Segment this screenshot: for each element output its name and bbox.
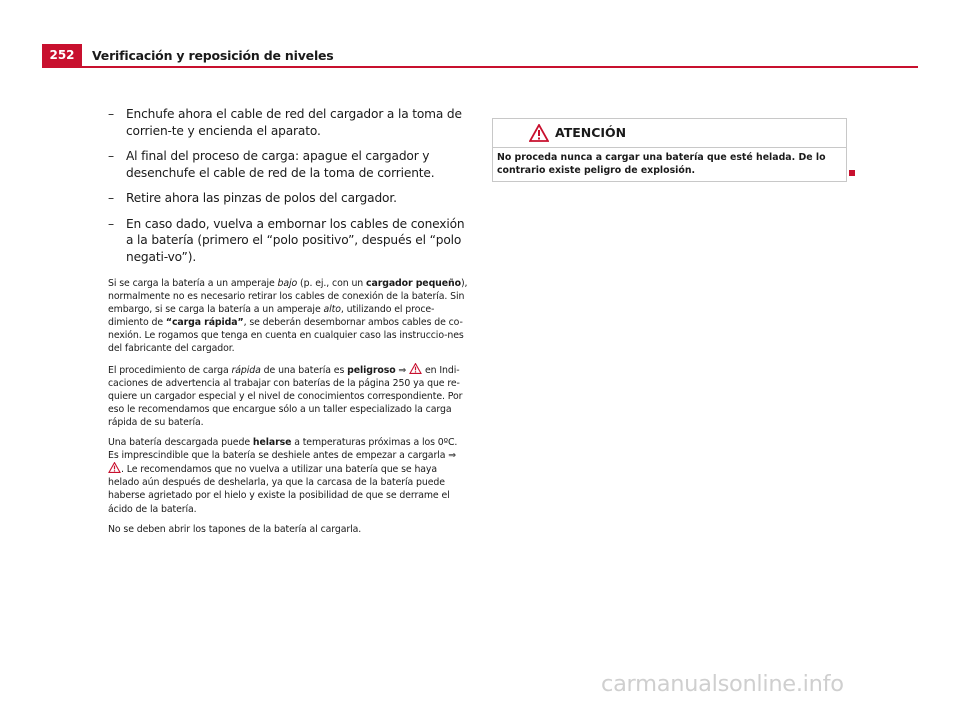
watermark: carmanualsonline.info	[601, 671, 844, 697]
step-item	[108, 148, 468, 181]
step-text: En caso dado, vuelva a embornar los cables de conexión a la batería (primero el “polo positivo”, después el “polo negati-vo”).	[126, 216, 465, 264]
text-run: , utilizando el proce-dimiento de	[108, 304, 435, 329]
section-end-marker	[849, 170, 855, 176]
warning-triangle-icon[interactable]	[108, 462, 121, 473]
chapter-title: Verificación y reposición de niveles	[92, 48, 334, 63]
step-text: Enchufe ahora el cable de red del cargador a la toma de corrien-te y encienda el aparato.	[126, 107, 462, 138]
bold-text: peligroso	[347, 364, 396, 376]
bold-text: “carga rápida”	[165, 317, 244, 329]
bold-text: cargador pequeño	[366, 278, 461, 289]
warning-triangle-icon[interactable]	[409, 363, 422, 374]
step-dash: –	[108, 107, 114, 121]
reference-arrow: ⇒	[395, 364, 410, 376]
paragraph-charging-amperage	[108, 277, 468, 356]
text-run: (p. ej., con un	[297, 278, 367, 289]
step-dash: –	[108, 149, 114, 163]
emphasis-text: bajo	[277, 278, 298, 289]
attention-body: No proceda nunca a cargar una batería que esté helada. De lo contrario existe peligro de explosión.	[497, 152, 826, 176]
paragraph-caps: No se deben abrir los tapones de la batería al cargarla.	[108, 523, 362, 535]
emphasis-text: rápida	[231, 364, 261, 376]
text-run: , se deberán desembornar ambos cables de co-nexión. Le rogamos que tenga en cuenta en cualquier caso las instruccio-nes del fabricante del cargador.	[108, 317, 464, 355]
step-item	[108, 216, 468, 266]
attention-box	[492, 118, 847, 182]
attention-column	[492, 118, 847, 182]
emphasis-text: alto	[323, 304, 341, 316]
warning-triangle-icon	[529, 124, 549, 142]
text-run: El procedimiento de carga	[108, 364, 232, 376]
text-run: . Le recomendamos que no vuelva a utilizar una batería que se haya helado aún después de deshelarla, ya que la carcasa de la batería puede haberse agrietado por el hielo y existe la posibilidad de que se derrame el ácido de la batería.	[108, 464, 450, 515]
step-item	[108, 190, 468, 207]
text-run: a temperaturas próximas a los 0ºC. Es imprescindible que la batería se deshiele antes de empezar a cargarla	[108, 437, 458, 462]
text-run: Si se carga la batería a un amperaje	[108, 278, 278, 289]
step-dash: –	[108, 216, 114, 231]
step-text: Retire ahora las pinzas de polos del cargador.	[126, 191, 397, 205]
text-run: Una batería descargada puede	[108, 437, 253, 449]
attention-header	[493, 119, 846, 148]
attention-title: ATENCIÓN	[555, 125, 627, 140]
reference-arrow: ⇒	[448, 450, 457, 462]
text-run: ), normalmente no es necesario retirar los cables de conexión de la batería. Sin embargo, si se carga la batería a un amperaje	[108, 278, 468, 316]
step-text: Al final del proceso de carga: apague el cargador y desenchufe el cable de red de la toma de corriente.	[126, 149, 435, 180]
paragraph-frozen-battery	[108, 436, 468, 516]
text-run: de una batería es	[260, 364, 348, 376]
page-header	[42, 44, 918, 68]
paragraph-fast-charge	[108, 363, 468, 429]
step-item	[108, 106, 468, 139]
step-dash: –	[108, 191, 114, 205]
main-column	[108, 106, 468, 543]
text-run: en Indi-caciones de advertencia al trabajar con baterías de la página 250 ya que re-quiere un cargador especial y el nivel de conocimientos correspondiente. Por eso le recomendamos que encargue sólo a un taller especializado la carga rápida de su batería.	[108, 364, 463, 428]
page-number: 252	[42, 44, 82, 66]
bold-text: helarse	[252, 437, 292, 449]
